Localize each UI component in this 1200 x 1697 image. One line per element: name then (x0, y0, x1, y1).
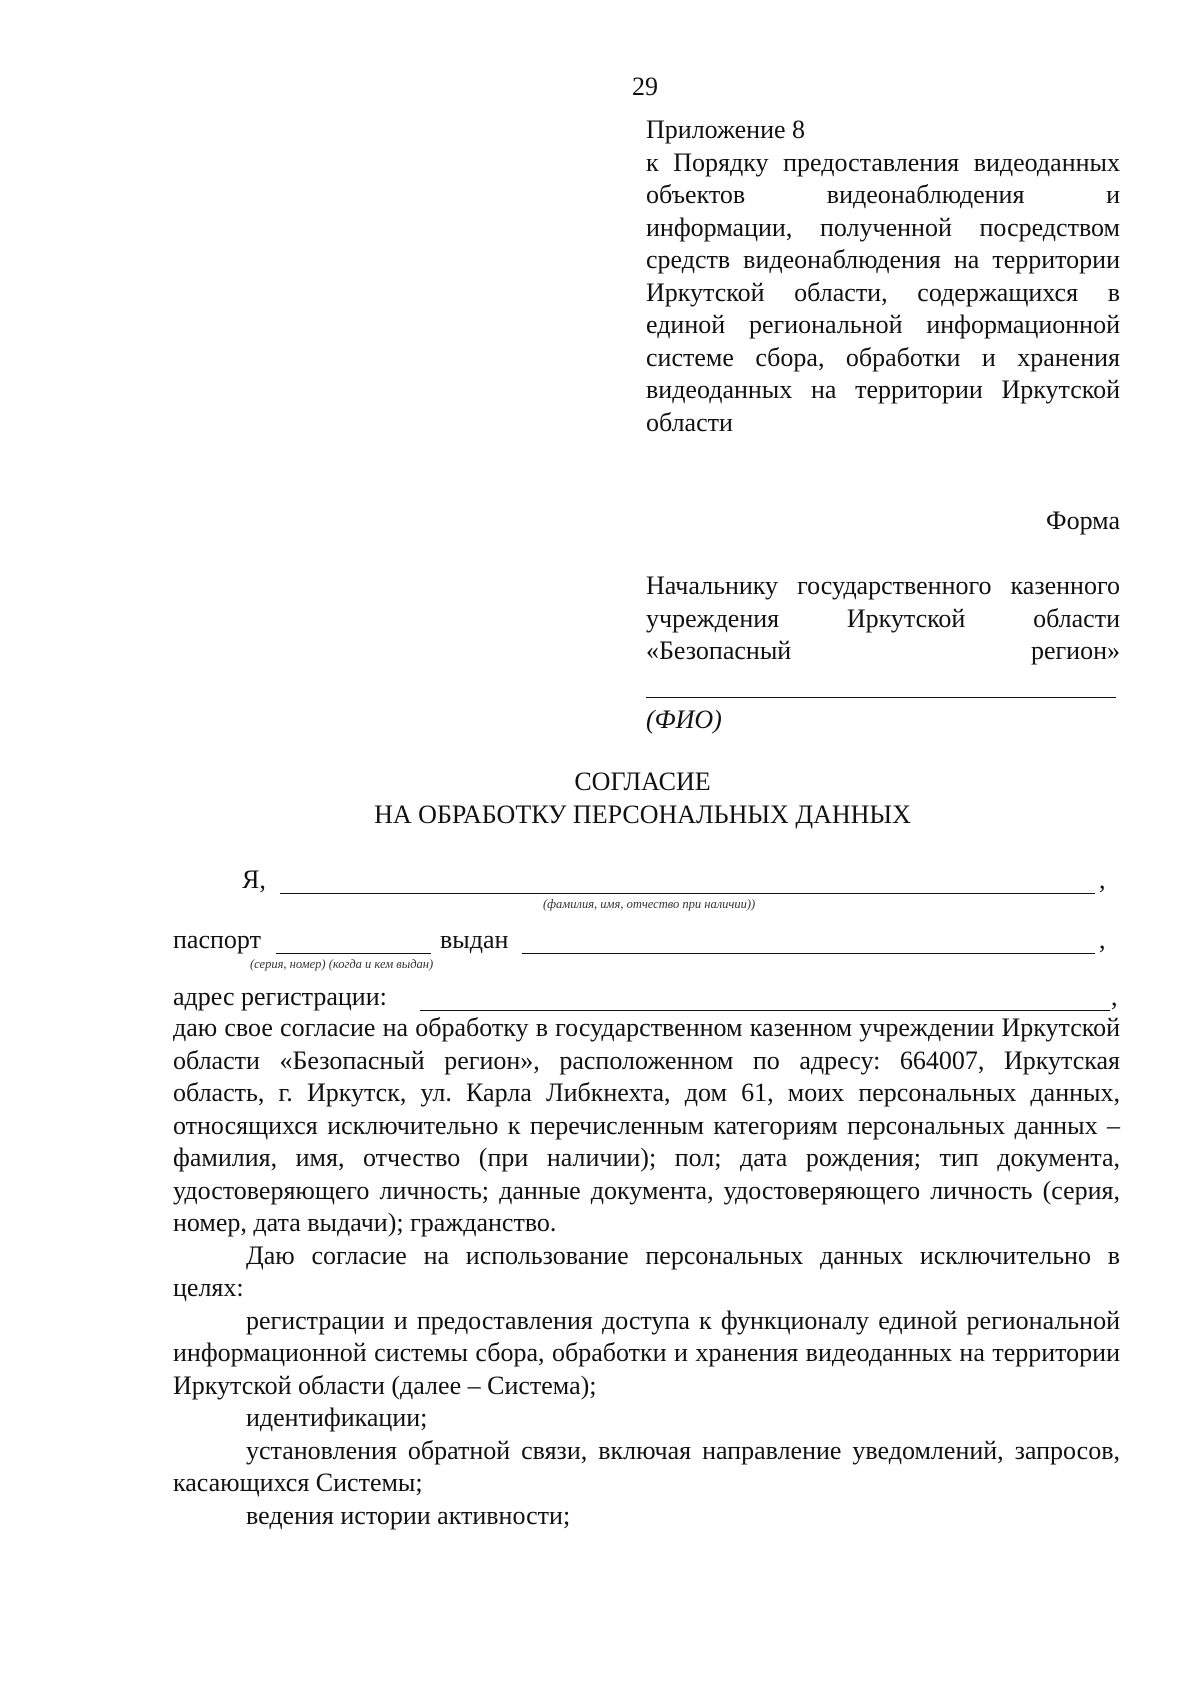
document-subtitle: НА ОБРАБОТКУ ПЕРСОНАЛЬНЫХ ДАННЫХ (374, 800, 911, 829)
i-prefix: Я, (242, 865, 266, 894)
address-comma: , (1111, 982, 1118, 1011)
addressee: Начальнику государственного казенного учреждения Иркутской области «Безопасный регион» (646, 571, 1120, 665)
purpose-item: регистрации и предоставления доступа к функционалу единой региональной информационной системы сбора, обработки и хранения видеоданных на территории Иркутской области (далее – Система); (173, 1305, 1120, 1400)
full-name-field[interactable] (280, 893, 1095, 894)
passport-comma: , (1099, 925, 1106, 954)
appendix-title: Приложение 8 (646, 115, 806, 144)
fio-caption: (ФИО) (646, 705, 722, 734)
passport-number-field[interactable] (276, 953, 431, 954)
issued-label: выдан (440, 925, 509, 954)
document-title: СОГЛАСИЕ (574, 767, 711, 796)
purpose-item: установления обратной связи, включая направление уведомлений, запросов, касающихся Системы; (173, 1435, 1120, 1497)
consent-body (173, 1012, 1120, 1532)
address-field[interactable] (420, 1010, 1110, 1011)
purpose-intro: Даю согласие на использование персональных данных исключительно в целях: (173, 1240, 1120, 1302)
purpose-item: ведения истории активности; (246, 1500, 571, 1530)
purpose-item: идентификации; (246, 1403, 428, 1432)
fio-field[interactable] (646, 697, 1116, 698)
passport-issued-field[interactable] (522, 953, 1095, 954)
passport-hint: (серия, номер) (когда и кем выдан) (250, 957, 434, 971)
passport-label: паспорт (173, 925, 261, 954)
consent-paragraph: даю свое согласие на обработку в государственном казенном учреждении Иркутской области «Безопасный регион», расположенном по адресу: 664007, Иркутская область, г. Иркутск, ул. Карла Либкнехта, дом 61, моих персональных данных, относящихся исключительно к перечисленным категориям персональных данных – фамилия, имя, отчество (при наличии); пол; дата рождения; тип документа, удостоверяющего личность; данные документа, удостоверяющего личность (серия, номер, дата выдачи); гражданство. (173, 1013, 1120, 1237)
form-label: Форма (1046, 506, 1120, 535)
appendix-block (646, 114, 1120, 439)
name-comma: , (1099, 865, 1106, 894)
address-label: адрес регистрации: (173, 982, 387, 1011)
appendix-text: к Порядку предоставления видеоданных объектов видеонаблюдения и информации, полученной посредством средств видеонаблюдения на территории Иркутской области, содержащихся в единой региональной информационной системе сбора, обработки и хранения видеоданных на территории Иркутской области (646, 147, 1120, 437)
page-number: 29 (632, 72, 658, 101)
full-name-hint: (фамилия, имя, отчество при наличии)) (543, 897, 756, 911)
